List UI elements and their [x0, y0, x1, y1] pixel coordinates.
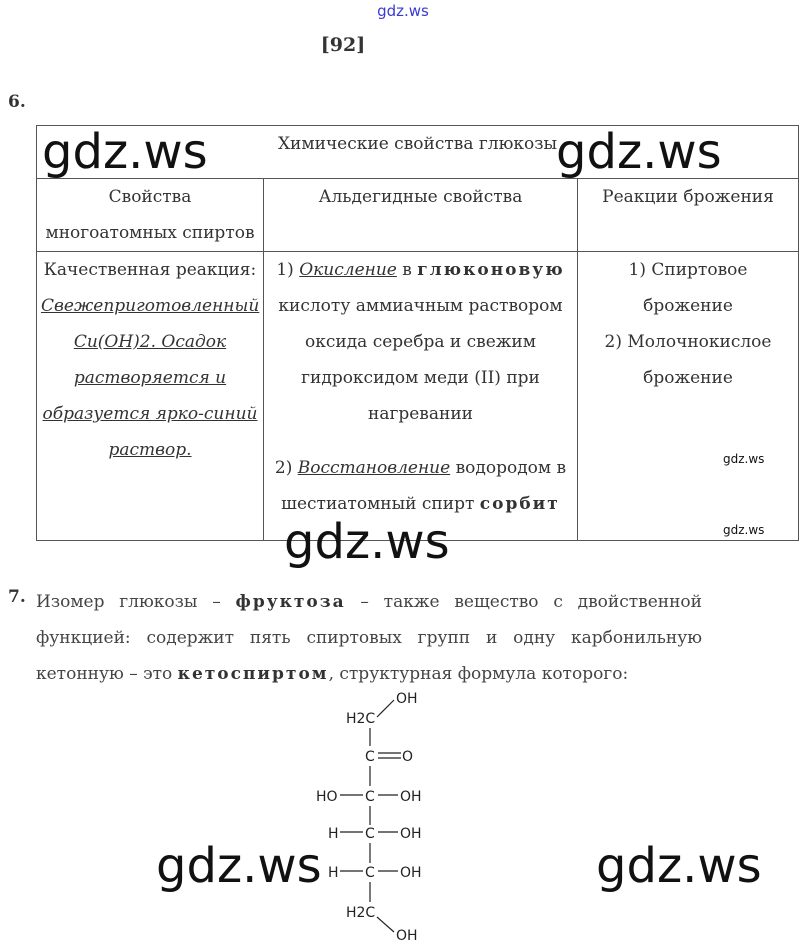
- sorbitol-term: сорбит: [479, 494, 560, 514]
- question-7-text: [36, 584, 702, 692]
- watermark-large: gdz.ws: [42, 124, 208, 180]
- table-cell-polyol: [37, 252, 264, 541]
- formula-oh: OH: [396, 691, 418, 707]
- formula-h2c-top: H2C: [346, 711, 376, 727]
- table-header-aldehyde: Альдегидные свойства: [264, 179, 578, 252]
- formula-h: H: [328, 826, 339, 842]
- formula-oh: OH: [400, 865, 422, 881]
- table-cell-aldehyde: [264, 252, 578, 541]
- formula-ho: HO: [316, 789, 338, 805]
- oxidation-term: Окисление: [299, 260, 397, 280]
- watermark-small: gdz.ws: [723, 523, 765, 537]
- formula-h: H: [328, 865, 339, 881]
- item1-number: 1): [276, 260, 294, 280]
- reduction-term: Восстановление: [297, 458, 451, 478]
- aldehyde-item-1: [268, 252, 573, 432]
- formula-oh: OH: [400, 826, 422, 842]
- watermark-large: gdz.ws: [596, 838, 762, 894]
- item2-rest: водородом в шестиатомный спирт: [281, 458, 567, 514]
- question-6-number: 6.: [8, 92, 26, 112]
- watermark-top: gdz.ws: [377, 2, 429, 20]
- q7-text-3: , структурная формула которого:: [328, 664, 629, 684]
- q7-text-1: Изомер глюкозы –: [36, 592, 221, 612]
- page-number: [92]: [320, 34, 366, 56]
- formula-c: C: [365, 826, 375, 842]
- polyol-intro: Качественная реакция:: [43, 260, 257, 280]
- q7-text-2: – также вещество с двойственной функцией: содержит пять спиртовых групп и одну карбонильную кетонную – это: [36, 592, 702, 684]
- question-7-number: 7.: [8, 587, 26, 607]
- gluconic-term: глюконовую: [417, 260, 565, 280]
- formula-c: C: [365, 749, 375, 765]
- formula-oh: OH: [396, 928, 418, 944]
- table-header-polyol: Свойства многоатомных спиртов: [37, 179, 264, 252]
- properties-table: [36, 125, 799, 541]
- formula-oh: OH: [400, 789, 422, 805]
- fructose-term: фруктоза: [235, 592, 346, 612]
- ketoalcohol-term: кетоспиртом: [177, 664, 329, 684]
- bond: [377, 917, 394, 932]
- watermark-large: gdz.ws: [284, 514, 450, 570]
- fructose-structural-formula: [300, 688, 460, 949]
- formula-c: C: [365, 865, 375, 881]
- item1-rest: кислоту аммиачным раствором оксида серебра и свежим гидроксидом меди (II) при нагревании: [278, 296, 563, 424]
- formula-o: O: [402, 749, 414, 765]
- fermentation-item-2: 2) Молочнокислое брожение: [604, 332, 772, 388]
- table-header-fermentation: Реакции брожения: [578, 179, 799, 252]
- watermark-large: gdz.ws: [156, 838, 322, 894]
- formula-c: C: [365, 789, 375, 805]
- aldehyde-item-2: [268, 450, 573, 522]
- fermentation-item-1: 1) Спиртовое брожение: [628, 260, 748, 316]
- table-title: Химические свойства глюкозы: [37, 126, 799, 179]
- item2-number: 2): [274, 458, 293, 478]
- polyol-text: Свежеприготовленный Cu(OH)2. Осадок растворяется и образуется ярко-синий раствор.: [41, 296, 260, 460]
- formula-h2c-bottom: H2C: [346, 905, 376, 921]
- watermark-large: gdz.ws: [556, 124, 722, 180]
- bond: [377, 700, 394, 717]
- watermark-small: gdz.ws: [723, 452, 765, 466]
- table-cell-fermentation: [578, 252, 799, 541]
- item1-preposition: в: [402, 260, 412, 280]
